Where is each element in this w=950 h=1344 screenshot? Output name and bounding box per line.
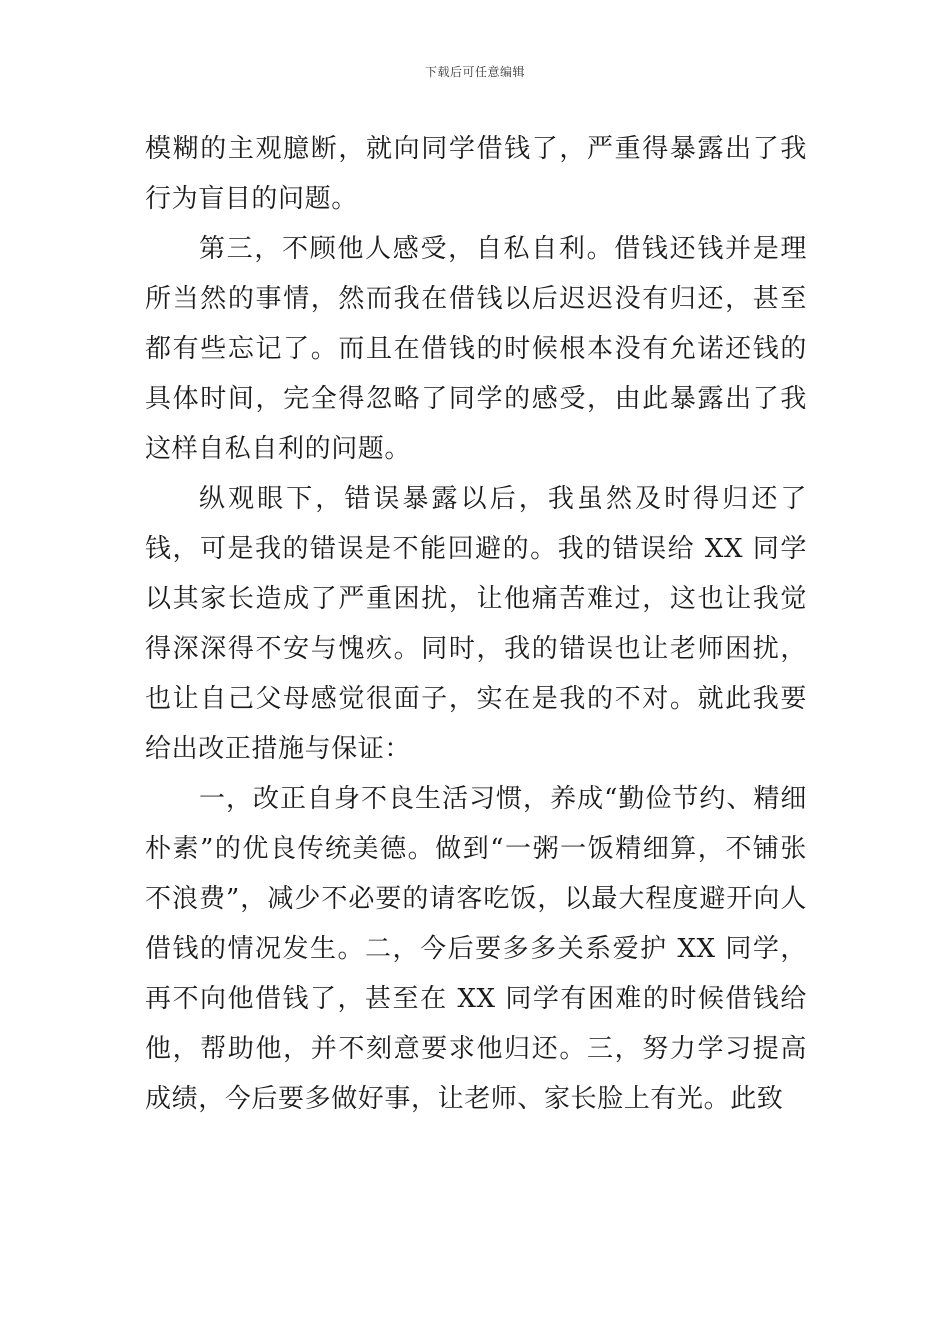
- document-body: [145, 124, 807, 1124]
- paragraph-continuation: 模糊的主观臆断，就向同学借钱了，严重得暴露出了我行为盲目的问题。: [145, 134, 807, 214]
- page-header-note: 下载后可任意编辑: [424, 65, 525, 79]
- paragraph-corrective-measures: 一，改正自身不良生活习惯，养成“勤俭节约、精细朴素”的优良传统美德。做到“一粥一饭精细算，不铺张不浪费”，减少不必要的请客吃饭，以最大程度避开向人借钱的情况发生。二，今后要多多关系爱护 XX 同学，再不向他借钱了，甚至在 XX 同学有困难的时候借钱给他，帮助他，并不刻意要求他归还。三，努力学习提高成绩，今后要多做好事，让老师、家长脸上有光。此致: [145, 784, 807, 1114]
- paragraph-reflection: 纵观眼下，错误暴露以后，我虽然及时得归还了钱，可是我的错误是不能回避的。我的错误给 XX 同学以其家长造成了严重困扰，让他痛苦难过，这也让我觉得深深得不安与愧疚。同时，我的错误也让老师困扰，也让自己父母感觉很面子，实在是我的不对。就此我要给出改正措施与保证：: [145, 484, 807, 764]
- paragraph-third-point: 第三，不顾他人感受，自私自利。借钱还钱并是理所当然的事情，然而我在借钱以后迟迟没有归还，甚至都有些忘记了。而且在借钱的时候根本没有允诺还钱的具体时间，完全得忽略了同学的感受，由此暴露出了我这样自私自利的问题。: [145, 234, 807, 464]
